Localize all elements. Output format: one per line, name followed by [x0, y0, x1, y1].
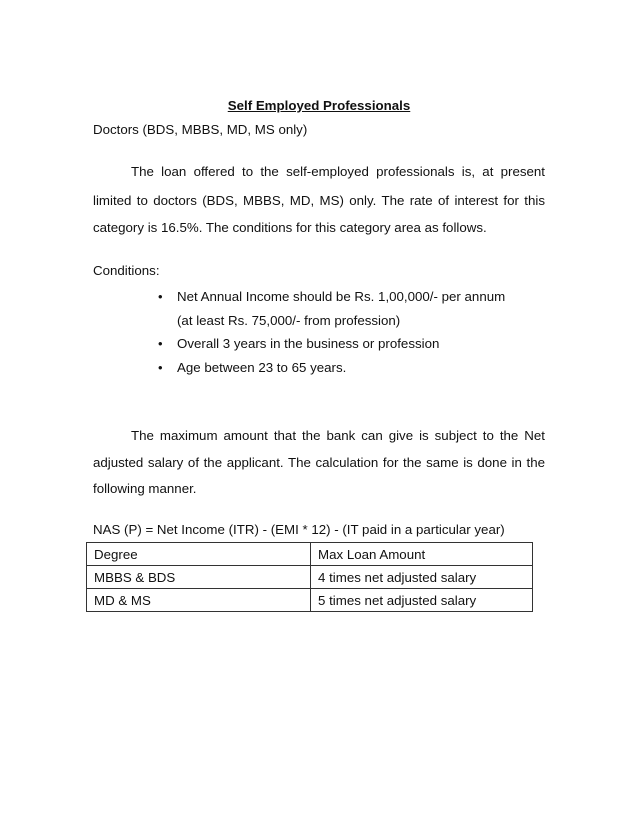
intro-line-1: The loan offered to the self-employed professionals is, at present	[131, 164, 545, 179]
condition-item-continuation: (at least Rs. 75,000/- from profession)	[177, 313, 401, 328]
condition-item: Net Annual Income should be Rs. 1,00,000/- per annum	[177, 289, 506, 304]
condition-item: Overall 3 years in the business or profession	[177, 336, 440, 351]
intro-line-2: limited to doctors (BDS, MBBS, MD, MS) only. The rate of interest for this	[93, 193, 545, 208]
max-amount-line-2: adjusted salary of the applicant. The calculation for the same is done in the	[93, 455, 545, 470]
bullet-point: •	[158, 289, 163, 304]
table-header-cell: Degree	[87, 543, 311, 566]
intro-line-3: category is 16.5%. The conditions for this category area as follows.	[93, 220, 487, 235]
max-amount-line-1: The maximum amount that the bank can give is subject to the Net	[131, 428, 545, 443]
max-amount-line-3: following manner.	[93, 481, 197, 496]
table-row	[87, 589, 533, 612]
table-header-row	[87, 543, 533, 566]
table-cell: 5 times net adjusted salary	[311, 589, 533, 612]
table-cell: 4 times net adjusted salary	[311, 566, 533, 589]
table-cell: MBBS & BDS	[87, 566, 311, 589]
document-title: Self Employed Professionals	[227, 98, 411, 113]
document-subtitle: Doctors (BDS, MBBS, MD, MS only)	[93, 122, 308, 137]
table-cell: MD & MS	[87, 589, 311, 612]
bullet-point: •	[158, 336, 163, 351]
table-header-cell: Max Loan Amount	[311, 543, 533, 566]
table-row	[87, 566, 533, 589]
bullet-point: •	[158, 360, 163, 375]
condition-item: Age between 23 to 65 years.	[177, 360, 347, 375]
loan-table	[86, 542, 533, 612]
nas-formula: NAS (P) = Net Income (ITR) - (EMI * 12) - (IT paid in a particular year)	[93, 522, 505, 537]
conditions-heading: Conditions:	[93, 263, 160, 278]
